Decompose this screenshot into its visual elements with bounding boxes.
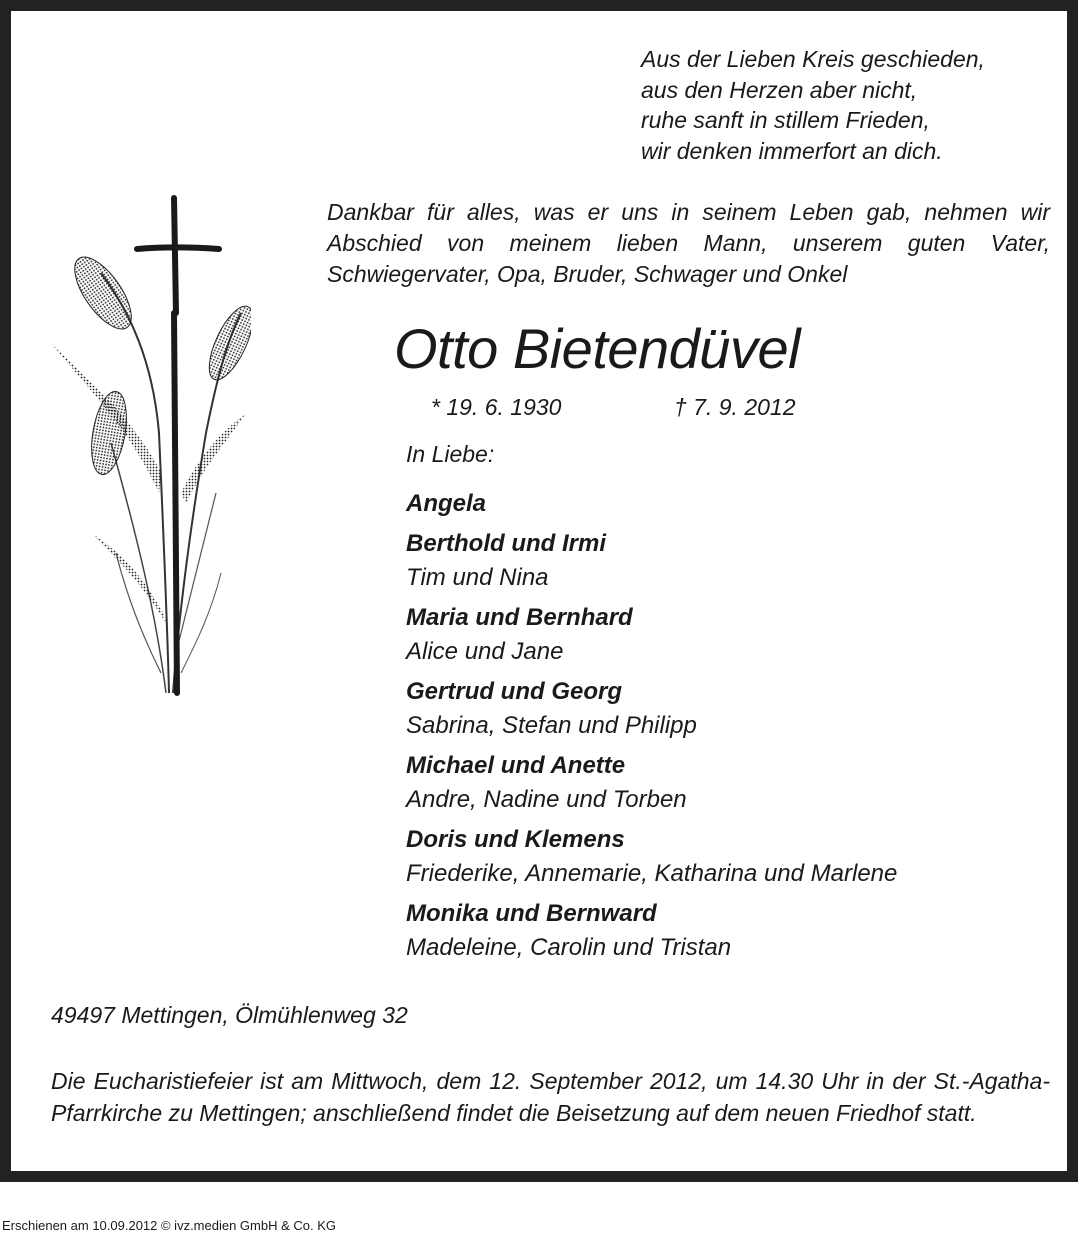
family-entry xyxy=(406,823,897,891)
family-entry xyxy=(406,601,897,669)
family-children: Tim und Nina xyxy=(406,564,549,591)
death-date: † 7. 9. 2012 xyxy=(674,394,796,420)
family-entry xyxy=(406,897,897,965)
poem-line: Aus der Lieben Kreis geschieden, xyxy=(641,46,985,72)
deceased-name: Otto Bietendüvel xyxy=(394,317,801,380)
cross-with-wheat-icon xyxy=(41,193,251,708)
family-children: Alice und Jane xyxy=(406,638,564,665)
family-main: Monika und Bernward xyxy=(406,900,657,927)
mourners-intro: In Liebe: xyxy=(406,441,495,467)
address: 49497 Mettingen, Ölmühlenweg 32 xyxy=(51,1002,408,1028)
poem xyxy=(641,44,985,166)
publication-footer: Erschienen am 10.09.2012 © ivz.medien GmbH & Co. KG xyxy=(2,1218,337,1233)
family-children: Madeleine, Carolin und Tristan xyxy=(406,934,732,961)
service-info: Die Eucharistiefeier ist am Mittwoch, dem 12. September 2012, um 14.30 Uhr in der St.-Agatha-Pfarrkirche zu Mettingen; anschließend findet die Beisetzung auf dem neuen Friedhof statt. xyxy=(51,1068,1050,1126)
family-children: Andre, Nadine und Torben xyxy=(406,786,687,813)
family-children: Sabrina, Stefan und Philipp xyxy=(406,712,697,739)
family-main: Berthold und Irmi xyxy=(406,530,606,557)
family-main: Doris und Klemens xyxy=(406,826,625,853)
family-entry xyxy=(406,487,897,521)
intro-text: Dankbar für alles, was er uns in seinem Leben gab, nehmen wir Abschied von meinem lieben Mann, unserem guten Vater, Schwiegervater, Opa, Bruder, Schwager und Onkel xyxy=(327,199,1050,287)
family-children: Friederike, Annemarie, Katharina und Marlene xyxy=(406,860,898,887)
poem-line: wir denken immerfort an dich. xyxy=(641,137,943,164)
family-entry xyxy=(406,675,897,743)
family-main: Angela xyxy=(406,490,487,517)
mourners-list xyxy=(406,487,897,971)
family-entry xyxy=(406,527,897,595)
family-main: Gertrud und Georg xyxy=(406,678,622,705)
family-main: Michael und Anette xyxy=(406,752,626,779)
family-entry xyxy=(406,749,897,817)
birth-date: * 19. 6. 1930 xyxy=(431,394,562,420)
family-main: Maria und Bernhard xyxy=(406,604,633,631)
poem-line: aus den Herzen aber nicht, xyxy=(641,76,918,103)
poem-line: ruhe sanft in stillem Frieden, xyxy=(641,107,930,133)
